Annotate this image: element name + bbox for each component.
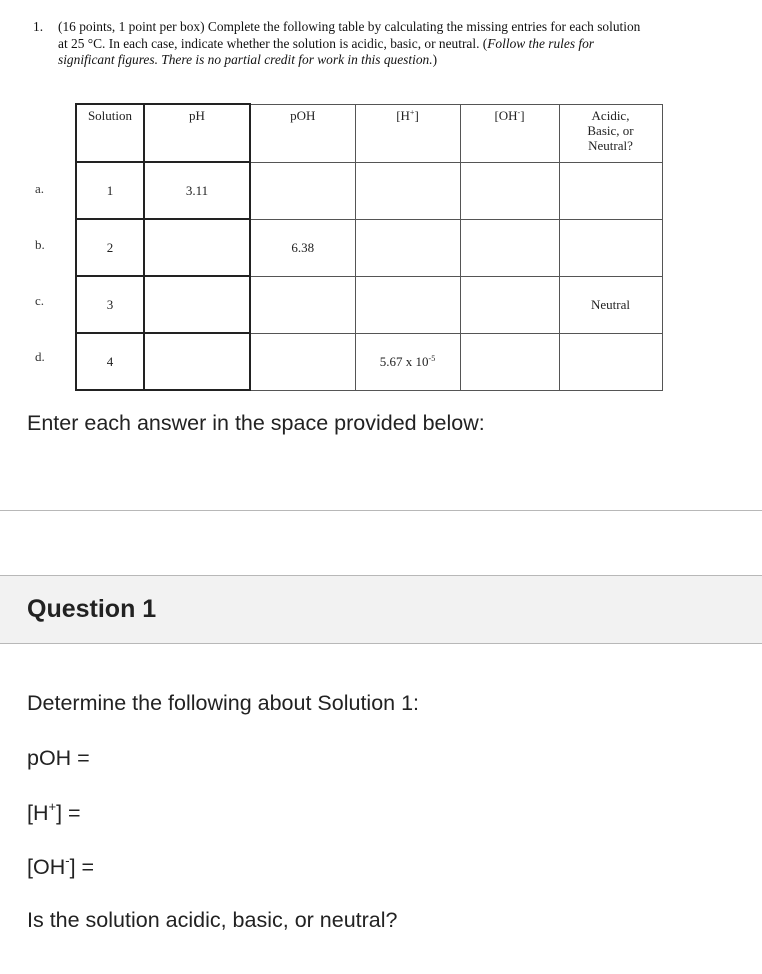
instructions-text: Enter each answer in the space provided below:	[27, 411, 485, 435]
table-row	[76, 219, 662, 276]
cell-h	[355, 219, 460, 276]
cell-poh	[250, 162, 355, 219]
row-label-c: c.	[35, 293, 45, 308]
divider	[0, 510, 762, 511]
cell-poh	[250, 333, 355, 390]
cell-h: 5.67 x $10^{-5}$	[355, 333, 460, 390]
h-concentration-label: [H+] =	[27, 799, 81, 825]
header-solution: Solution	[76, 104, 144, 162]
cell-solution: 2	[76, 219, 144, 276]
cell-acidity	[559, 333, 662, 390]
cell-solution: 1	[76, 162, 144, 219]
cell-ph: 3.11	[144, 162, 250, 219]
cell-oh	[460, 333, 559, 390]
problem-text	[58, 19, 653, 69]
cell-oh	[460, 162, 559, 219]
cell-solution: 4	[76, 333, 144, 390]
cell-acidity	[559, 219, 662, 276]
cell-poh: 6.38	[250, 219, 355, 276]
cell-solution: 3	[76, 276, 144, 333]
table-row	[76, 276, 662, 333]
acidity-prompt: Is the solution acidic, basic, or neutral?	[27, 908, 398, 932]
cell-ph	[144, 333, 250, 390]
problem-closing: )	[432, 52, 438, 67]
table-header-row	[76, 104, 662, 162]
cell-ph	[144, 219, 250, 276]
problem-italic-note: Follow the rules for significant figures. There is no partial credit for work in this question.	[58, 35, 595, 67]
header-acidity: Acidic, Basic, or Neutral?	[559, 104, 662, 162]
table-row	[76, 333, 662, 390]
question-header	[0, 575, 762, 644]
cell-acidity	[559, 162, 662, 219]
problem-statement	[33, 19, 653, 69]
cell-poh	[250, 276, 355, 333]
cell-ph	[144, 276, 250, 333]
row-label-b: b.	[35, 237, 45, 252]
cell-h	[355, 162, 460, 219]
row-label-d: d.	[35, 349, 45, 364]
problem-number: 1.	[33, 19, 44, 34]
row-label-a: a.	[35, 181, 45, 196]
cell-oh	[460, 219, 559, 276]
header-h-concentration: [H+]	[355, 104, 460, 162]
cell-acidity: Neutral	[559, 276, 662, 333]
cell-h	[355, 276, 460, 333]
question-prompt: Determine the following about Solution 1:	[27, 691, 420, 715]
header-oh-concentration: [OH-]	[460, 104, 559, 162]
problem-intro: (16 points, 1 point per box) Complete the following table by calculating the missing entries for each solution at 25 °C. In each case, indicate whether the solution is acidic, basic, or neutral. (	[58, 19, 641, 51]
oh-concentration-label: [OH-] =	[27, 853, 95, 879]
solutions-table	[75, 103, 663, 391]
header-poh: pOH	[250, 104, 355, 162]
poh-label: pOH =	[27, 746, 90, 770]
question-title: Question 1	[27, 595, 157, 623]
header-ph: pH	[144, 104, 250, 162]
cell-oh	[460, 276, 559, 333]
table-row	[76, 162, 662, 219]
